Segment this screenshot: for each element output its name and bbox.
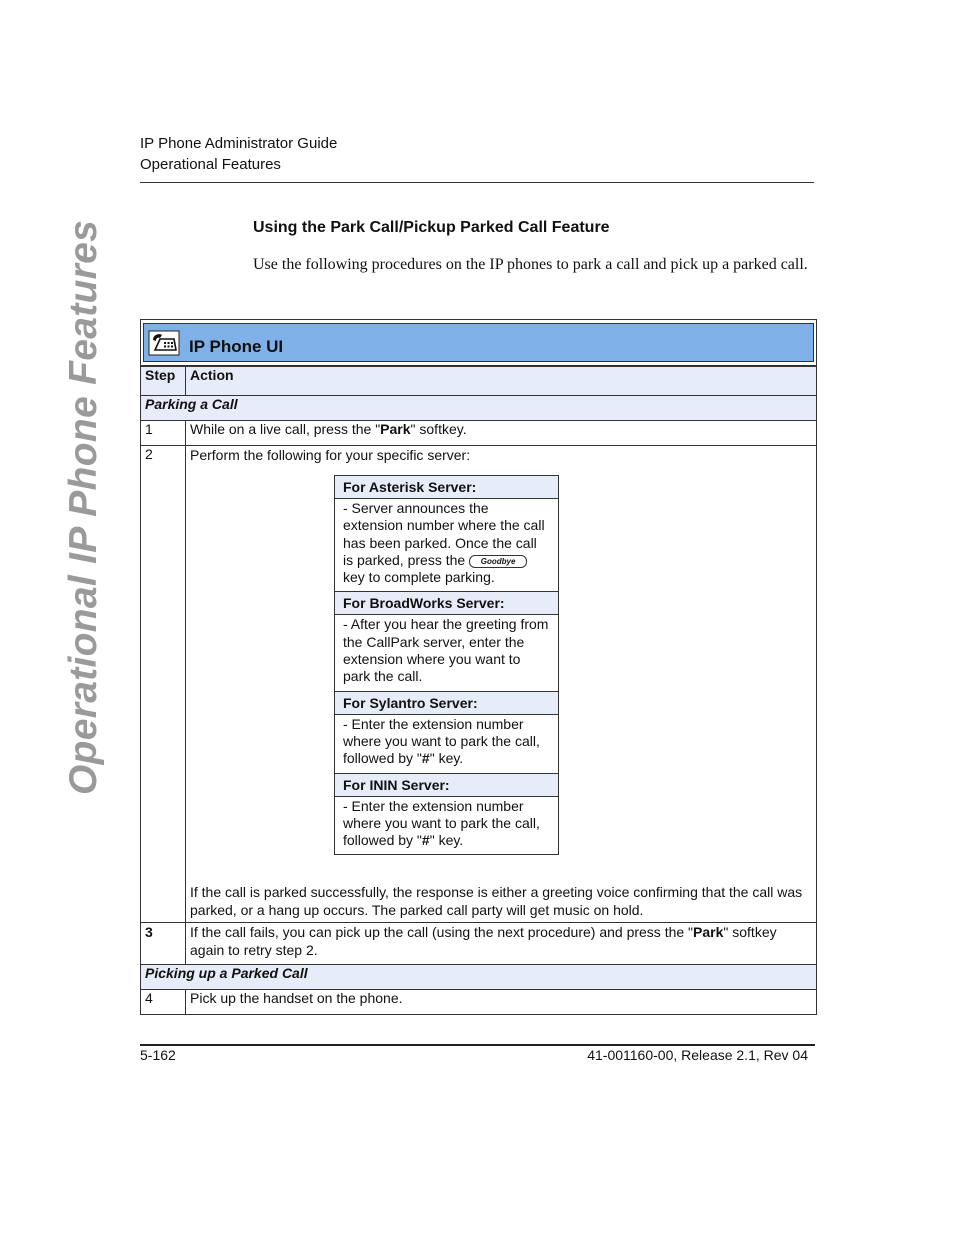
table-row — [141, 923, 817, 965]
side-tab-label: Operational IP Phone Features — [62, 219, 105, 795]
section-intro: Use the following procedures on the IP phones to park a call and pick up a parked call. — [253, 256, 808, 273]
step2-intro: Perform the following for your specific server: — [190, 447, 471, 463]
procedure-table — [140, 366, 817, 1015]
inin-instructions: - Enter the extension number where you want to park the call, followed by "#" key. — [343, 797, 540, 849]
broadworks-instructions: - After you hear the greeting from the CallPark server, enter the extension where you want to park the call. — [335, 615, 558, 691]
col-action-header: Action — [186, 367, 817, 396]
asterisk-heading: For Asterisk Server: — [335, 476, 558, 499]
broadworks-heading: For BroadWorks Server: — [335, 592, 558, 615]
step-number: 4 — [141, 990, 186, 1015]
col-step-header: Step — [141, 367, 186, 396]
table-row — [141, 446, 817, 923]
section-title: Using the Park Call/Pickup Parked Call Feature — [253, 219, 610, 236]
step-number: 2 — [141, 446, 186, 923]
header-guide-title: IP Phone Administrator Guide — [140, 135, 338, 152]
section-parking-a-call: Parking a Call — [141, 396, 817, 421]
step-action: While on a live call, press the "Park" softkey. — [186, 421, 817, 446]
step-number: 3 — [141, 923, 186, 965]
footer-rule — [140, 1044, 815, 1046]
table-row — [141, 421, 817, 446]
step-number: 1 — [141, 421, 186, 446]
page-number: 5-162 — [140, 1047, 176, 1063]
step-action: If the call fails, you can pick up the call (using the next procedure) and press the "Park" softkey again to retry step 2. — [186, 923, 817, 965]
ip-phone-ui-title: IP Phone UI — [189, 337, 284, 356]
step2-result-note: If the call is parked successfully, the response is either a greeting voice confirming that the call was parked, or a hang up occurs. The parked call party will get music on hold. — [190, 884, 803, 918]
sylantro-instructions: - Enter the extension number where you want to park the call, followed by "#" key. — [335, 715, 558, 774]
table-header-row — [141, 367, 817, 396]
header-rule — [140, 182, 814, 183]
telephone-icon — [148, 330, 180, 356]
table-row — [141, 990, 817, 1015]
sylantro-heading: For Sylantro Server: — [335, 692, 558, 715]
goodbye-key-icon: Goodbye — [469, 555, 527, 568]
table-section-row — [141, 965, 817, 990]
ip-phone-ui-banner — [140, 319, 817, 366]
header-chapter-title: Operational Features — [140, 156, 281, 173]
inin-heading: For ININ Server: — [335, 774, 558, 797]
step-action: Pick up the handset on the phone. — [186, 990, 817, 1015]
table-section-row — [141, 396, 817, 421]
step-action — [186, 446, 817, 923]
document-number: 41-001160-00, Release 2.1, Rev 04 — [587, 1047, 808, 1063]
server-options-box — [334, 475, 559, 855]
asterisk-instructions: - Server announces the extension number where the call has been parked. Once the call is parked, press the Goodbye key to complete parking. — [335, 499, 558, 592]
section-picking-up-parked-call: Picking up a Parked Call — [141, 965, 817, 990]
